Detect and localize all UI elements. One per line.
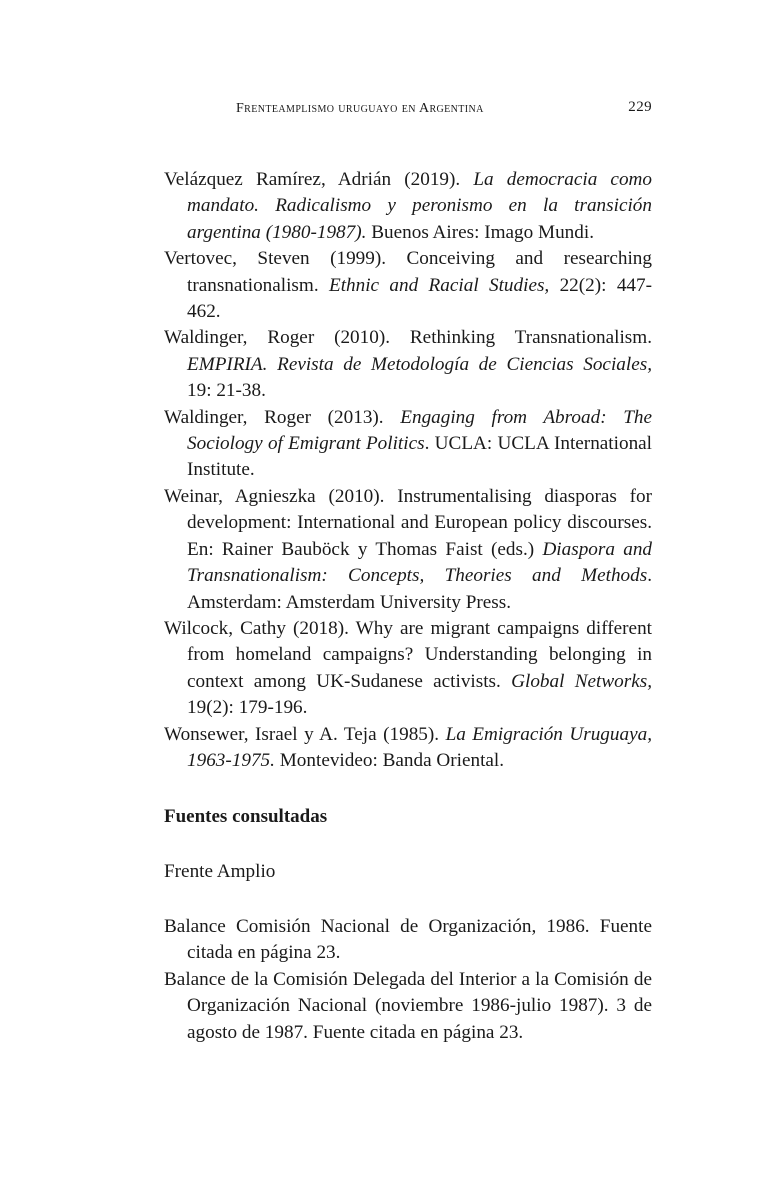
reference-publisher: Montevideo: Banda Oriental. — [274, 749, 505, 771]
reference-author: Waldinger, Roger (2010). Rethinking Transnationalism. — [164, 327, 652, 349]
reference-author: Waldinger, Roger (2013). — [164, 406, 401, 428]
reference-publisher: 19: 21-38. — [187, 380, 266, 402]
reference-publisher: 19(2): 179-196. — [187, 697, 308, 719]
page-number: 229 — [628, 99, 652, 115]
page-body — [164, 167, 653, 1043]
reference-title: La democracia como mandato. Radicalismo y peronismo en la transición argentina (1980-1987). — [187, 169, 652, 243]
reference-title: EMPIRIA. Revista de Metodología de Ciencias Sociales, — [187, 353, 652, 375]
reference-author: Vertovec, Steven (1999). Conceiving and researching transnationalism. — [164, 248, 652, 296]
reference-title: Diaspora and Transnationalism: Concepts, Theories and Methods — [187, 538, 653, 587]
reference-title: La Emigración Uruguaya, 1963-1975. — [187, 723, 652, 771]
source-entry: Balance Comisión Nacional de Organización, 1986. Fuente citada en página 23. — [164, 916, 652, 964]
running-title: Frenteamplismo uruguayo en Argentina — [236, 101, 484, 116]
reference-entry — [164, 325, 652, 404]
reference-publisher: 22(2): 447-462. — [187, 274, 653, 323]
source-entry: Balance de la Comisión Delegada del Interior a la Comisión de Organización Nacional (noviembre 1986-julio 1987). 3 de agosto de 1987. Fuente citada en página 23. — [164, 968, 652, 1043]
reference-publisher: . UCLA: UCLA International Institute. — [187, 433, 653, 481]
reference-author: Weinar, Agnieszka (2010). Instrumentalising diasporas for development: International and European policy discourses. En: Rainer Bauböck y Thomas Faist (eds.) — [164, 485, 652, 560]
reference-entry — [164, 722, 652, 775]
reference-entry — [164, 405, 652, 484]
reference-author: Wilcock, Cathy (2018). Why are migrant campaigns different from homeland campaigns? Understanding belonging in context among UK-Sudanese activists. — [164, 617, 652, 692]
reference-publisher: . Amsterdam: Amsterdam University Press. — [187, 565, 652, 613]
reference-entry — [164, 484, 652, 616]
reference-title: Ethnic and Racial Studies, — [328, 274, 550, 296]
reference-author: Wonsewer, Israel y A. Teja (1985). — [164, 723, 446, 745]
reference-list — [164, 167, 652, 774]
subsection-heading: Frente Amplio — [164, 861, 276, 882]
sources-list — [164, 914, 652, 1046]
reference-title: Engaging from Abroad: The Sociology of Emigrant Politics — [187, 406, 653, 455]
running-head — [236, 99, 652, 121]
reference-publisher: Buenos Aires: Imago Mundi. — [366, 221, 594, 243]
section-heading: Fuentes consultadas — [164, 806, 328, 827]
reference-entry — [164, 616, 652, 722]
reference-entry — [164, 167, 652, 246]
reference-entry — [164, 246, 652, 325]
reference-author: Velázquez Ramírez, Adrián (2019). — [164, 169, 474, 190]
reference-title: Global Networks, — [511, 670, 652, 692]
